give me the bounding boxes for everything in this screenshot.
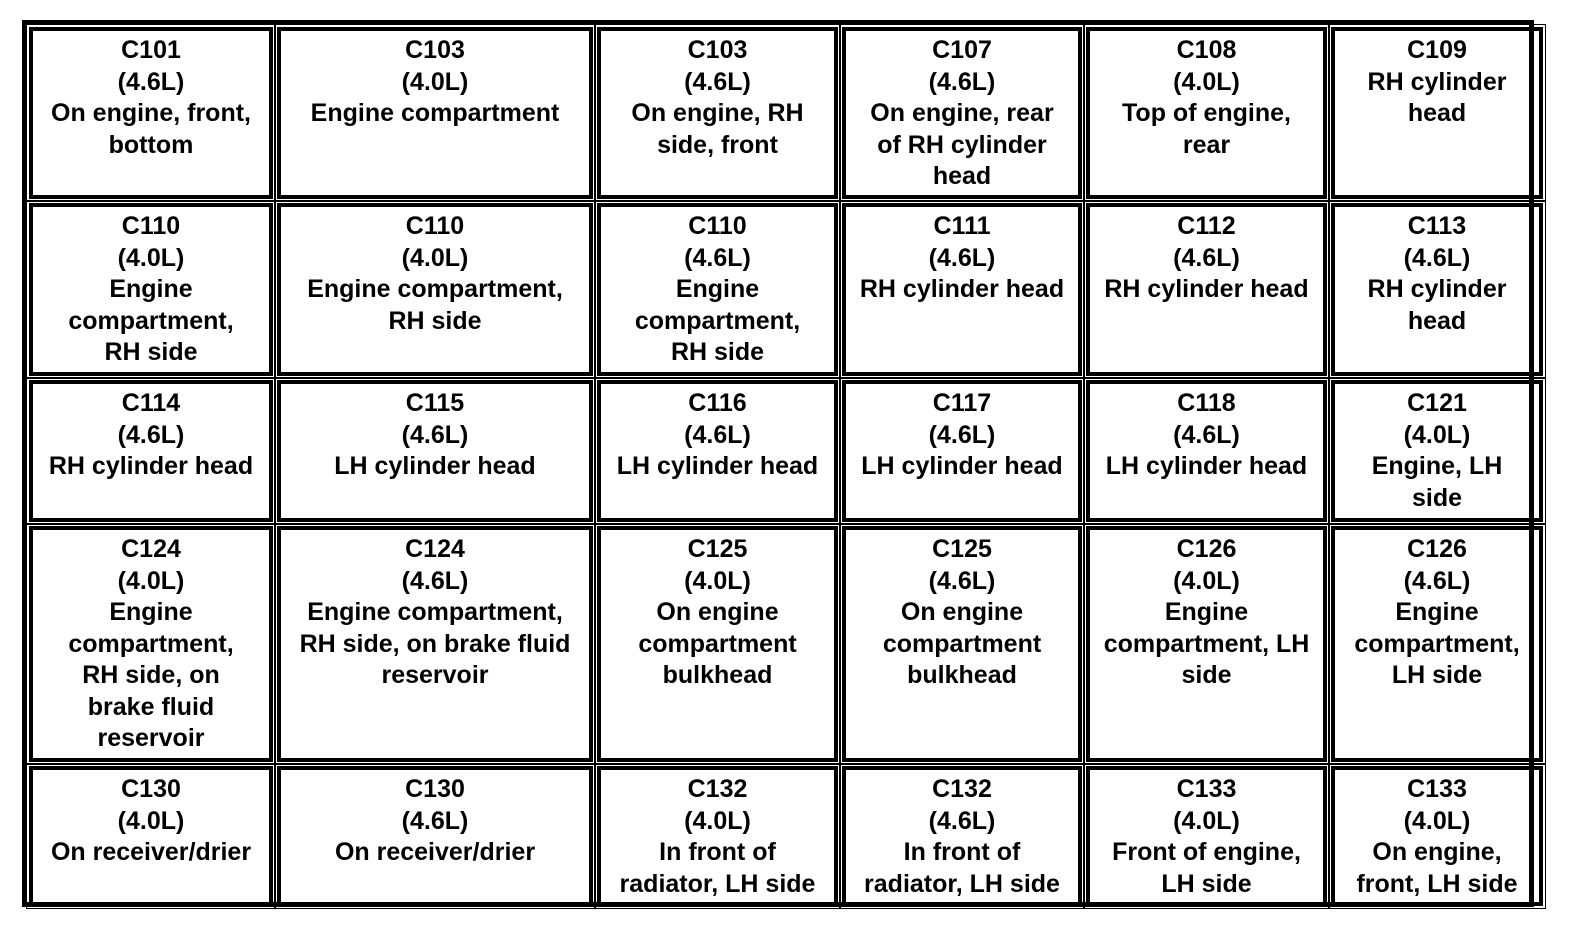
connector-location: RH cylinder head <box>859 275 1065 303</box>
connector-id: C116 <box>688 389 747 417</box>
connector-location: Engine compartment, LH side <box>1354 598 1520 689</box>
connector-cell <box>1331 203 1543 376</box>
engine-variant: (4.6L) <box>1173 420 1240 449</box>
connector-location: RH cylinder head <box>48 452 254 480</box>
connector-location-table <box>22 20 1534 907</box>
connector-location: On engine compartment bulkhead <box>638 598 797 689</box>
connector-id: C115 <box>405 389 465 417</box>
connector-id: C112 <box>1177 212 1236 240</box>
engine-variant: (4.6L) <box>684 420 751 449</box>
connector-id: C103 <box>405 36 465 64</box>
engine-variant: (4.0L) <box>684 566 751 595</box>
connector-id: C109 <box>1407 36 1467 64</box>
connector-id: C118 <box>1177 389 1236 417</box>
connector-cell <box>597 380 838 522</box>
connector-location: Engine compartment, RH side <box>307 275 563 335</box>
engine-variant: (4.0L) <box>117 243 185 272</box>
connector-cell <box>29 27 273 199</box>
connector-id: C110 <box>688 212 747 240</box>
engine-variant: (4.0L) <box>684 806 751 835</box>
connector-location: Front of engine, LH side <box>1112 838 1301 898</box>
engine-variant: (4.6L) <box>928 243 996 272</box>
connector-id: C125 <box>932 535 992 563</box>
connector-location: Engine compartment <box>310 99 560 127</box>
connector-id: C133 <box>1407 775 1467 803</box>
connector-cell <box>842 27 1082 199</box>
connector-cell <box>597 766 838 906</box>
connector-location: Engine, LH side <box>1371 452 1503 512</box>
connector-cell <box>1331 526 1543 762</box>
connector-cell <box>277 766 593 906</box>
connector-cell <box>277 27 593 199</box>
connector-id: C110 <box>121 212 181 240</box>
engine-variant: (4.6L) <box>1173 243 1240 272</box>
connector-grid <box>29 27 1527 900</box>
connector-id: C132 <box>687 775 748 803</box>
engine-variant: (4.0L) <box>401 67 469 96</box>
connector-id: C117 <box>932 389 992 417</box>
engine-variant: (4.6L) <box>401 566 469 595</box>
engine-variant: (4.0L) <box>1173 566 1240 595</box>
connector-cell <box>29 380 273 522</box>
engine-variant: (4.6L) <box>684 243 751 272</box>
engine-variant: (4.0L) <box>1403 420 1471 449</box>
connector-id: C133 <box>1176 775 1237 803</box>
connector-cell <box>1086 380 1327 522</box>
connector-id: C110 <box>405 212 465 240</box>
connector-location: On receiver/drier <box>334 838 536 866</box>
connector-cell <box>1331 27 1543 199</box>
connector-cell <box>1086 526 1327 762</box>
engine-variant: (4.6L) <box>117 420 185 449</box>
connector-cell <box>277 526 593 762</box>
engine-variant: (4.0L) <box>401 243 469 272</box>
connector-id: C108 <box>1176 36 1237 64</box>
connector-cell <box>597 526 838 762</box>
engine-variant: (4.6L) <box>928 806 996 835</box>
connector-cell <box>277 203 593 376</box>
connector-id: C114 <box>121 389 181 417</box>
engine-variant: (4.6L) <box>928 566 996 595</box>
engine-variant: (4.0L) <box>1173 67 1240 96</box>
connector-location: Engine compartment, RH side, on brake fluid reservoir <box>299 598 571 689</box>
connector-id: C121 <box>1407 389 1467 417</box>
connector-location: Engine compartment, RH side <box>634 275 801 366</box>
engine-variant: (4.0L) <box>117 806 185 835</box>
connector-location: RH cylinder head <box>1367 275 1507 335</box>
engine-variant: (4.6L) <box>1403 566 1471 595</box>
connector-cell <box>29 766 273 906</box>
connector-location: On engine compartment bulkhead <box>882 598 1042 689</box>
connector-location: On receiver/drier <box>50 838 252 866</box>
engine-variant: (4.6L) <box>928 67 996 96</box>
connector-location: Engine compartment, RH side, on brake fluid reservoir <box>68 598 234 752</box>
connector-location: In front of radiator, LH side <box>619 838 816 898</box>
engine-variant: (4.6L) <box>1403 243 1471 272</box>
connector-location: LH cylinder head <box>1105 452 1308 480</box>
connector-location: Engine compartment, LH side <box>1103 598 1310 689</box>
connector-cell <box>842 766 1082 906</box>
connector-id: C125 <box>687 535 748 563</box>
connector-cell <box>597 203 838 376</box>
connector-location: Engine compartment, RH side <box>68 275 234 366</box>
connector-location: RH cylinder head <box>1104 275 1309 303</box>
connector-id: C113 <box>1407 212 1467 240</box>
connector-location: LH cylinder head <box>616 452 819 480</box>
engine-variant: (4.6L) <box>684 67 751 96</box>
connector-cell <box>29 526 273 762</box>
engine-variant: (4.0L) <box>1403 806 1471 835</box>
engine-variant: (4.6L) <box>401 420 469 449</box>
connector-location: LH cylinder head <box>334 452 536 480</box>
connector-id: C101 <box>121 36 181 64</box>
connector-location: LH cylinder head <box>861 452 1063 480</box>
connector-id: C132 <box>932 775 992 803</box>
connector-cell <box>842 380 1082 522</box>
connector-cell <box>842 203 1082 376</box>
connector-cell <box>1086 27 1327 199</box>
connector-cell <box>29 203 273 376</box>
connector-cell <box>1086 203 1327 376</box>
connector-id: C103 <box>687 36 748 64</box>
connector-cell <box>1086 766 1327 906</box>
connector-cell <box>1331 766 1543 906</box>
connector-cell <box>277 380 593 522</box>
connector-id: C130 <box>121 775 181 803</box>
connector-location: On engine, front, LH side <box>1356 838 1518 898</box>
connector-cell <box>597 27 838 199</box>
connector-id: C126 <box>1176 535 1237 563</box>
engine-variant: (4.0L) <box>1173 806 1240 835</box>
engine-variant: (4.6L) <box>117 67 185 96</box>
connector-id: C107 <box>932 36 992 64</box>
connector-location: On engine, rear of RH cylinder head <box>870 99 1054 190</box>
connector-location: In front of radiator, LH side <box>864 838 1060 898</box>
connector-id: C130 <box>405 775 465 803</box>
engine-variant: (4.6L) <box>401 806 469 835</box>
connector-id: C126 <box>1407 535 1467 563</box>
connector-location: Top of engine, rear <box>1122 99 1291 159</box>
connector-id: C124 <box>121 535 181 563</box>
connector-id: C124 <box>405 535 465 563</box>
connector-cell <box>842 526 1082 762</box>
connector-id: C111 <box>933 212 991 240</box>
engine-variant: (4.0L) <box>117 566 185 595</box>
connector-cell <box>1331 380 1543 522</box>
engine-variant: (4.6L) <box>928 420 996 449</box>
connector-location: RH cylinder head <box>1367 67 1507 127</box>
connector-location: On engine, RH side, front <box>631 99 804 159</box>
connector-location: On engine, front, bottom <box>51 99 251 159</box>
